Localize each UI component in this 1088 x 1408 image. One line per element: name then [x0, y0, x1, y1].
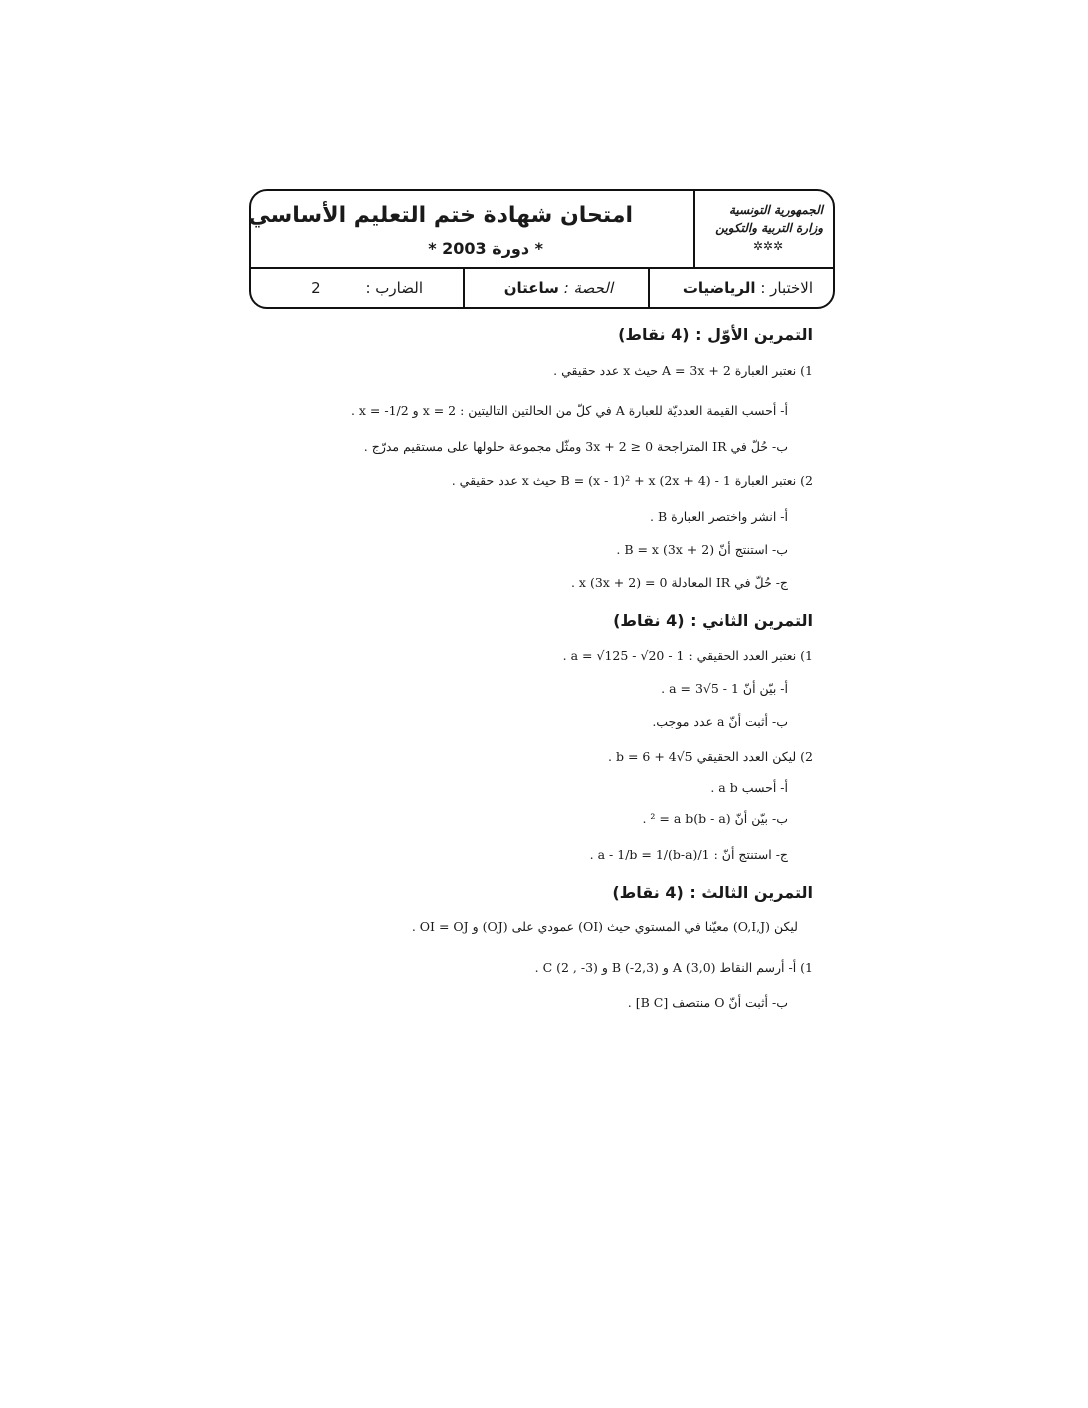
- subject-value: الرياضيات: [682, 279, 756, 297]
- exam-header-box: [249, 189, 835, 309]
- subject-cell: [683, 279, 813, 297]
- stars-ornament: ✲✲✲: [752, 239, 783, 253]
- ex2-line-1: 1) نعتبر العدد الحقيقي : a = √125 - √20 - 1 .: [562, 648, 813, 663]
- duration-cell: [504, 279, 613, 297]
- ex1-line-5: أ- انشر واختصر العبارة B .: [650, 509, 788, 524]
- ex3-line-1: ليكن (O,I,J) معيّنا في المستوي حيث (OI) عمودي على (OJ) و OI = OJ .: [411, 919, 798, 934]
- header-divider: [648, 267, 650, 307]
- header-divider: [693, 191, 695, 267]
- coef-cell: [311, 279, 423, 297]
- duration-value: ساعتان: [503, 279, 559, 297]
- ex2-line-4: 2) ليكن العدد الحقيقي b = 6 + 4√5 .: [608, 749, 813, 764]
- ex1-line-2: أ- أحسب القيمة العدديّة للعبارة A في كلّ من الحالتين التاليتين : x = 2 و x = -1/2 .: [350, 403, 788, 418]
- ex3-line-2: 1) أ- أرسم النقاط A (3,0) و B (-2,3) و C (2 , -3) .: [534, 960, 813, 975]
- ex2-line-5: أ- أحسب a b .: [710, 780, 788, 795]
- coef-label: الضارب :: [365, 279, 423, 297]
- ex2-line-7: ج- استنتج أنّ : 1/a - 1/b = 1/(b-a) .: [589, 847, 788, 862]
- header-divider: [463, 267, 465, 307]
- header-divider: [251, 267, 833, 269]
- exam-title: امتحان شهادة ختم التعليم الأساسي: [248, 203, 633, 228]
- ex1-line-1: 1) نعتبر العبارة A = 3x + 2 حيث x عدد حقيقي .: [553, 363, 813, 378]
- ministry-label: وزارة التربية والتكوين: [715, 221, 823, 235]
- session-label: * دورة 2003 *: [428, 239, 543, 258]
- subject-label: الاختبار :: [760, 279, 813, 297]
- exercise-2-title: التمرين الثاني : (4 نقاط): [613, 611, 813, 630]
- ex1-line-3: ب- حُلّ في IR المتراجحة 3x + 2 ≥ 0 ومثّل مجموعة حلولها على مستقيم مدرّج .: [363, 439, 788, 454]
- republic-label: الجمهورية التونسية: [728, 203, 823, 217]
- coef-value: 2: [311, 279, 321, 297]
- ex1-line-6: ب- استنتج أنّ B = x (3x + 2) .: [616, 542, 788, 557]
- ex1-line-7: ج- حُلّ في IR المعادلة x (3x + 2) = 0 .: [570, 575, 788, 590]
- ex3-line-3: ب- أثبت أنّ O منتصف [B C] .: [627, 995, 788, 1010]
- ex2-line-2: أ- بيّن أنّ a = 3√5 - 1 .: [661, 681, 788, 696]
- ex1-line-4: 2) نعتبر العبارة B = (x - 1)² + x (2x + 4) - 1 حيث x عدد حقيقي .: [451, 473, 813, 488]
- duration-label: الحصة :: [563, 279, 613, 297]
- exercise-3-title: التمرين الثالث : (4 نقاط): [612, 883, 813, 902]
- ex2-line-6: ب- بيّن أنّ (b - a)² = a b .: [642, 811, 788, 826]
- ex2-line-3: ب- أثبت أنّ a عدد موجب.: [652, 714, 788, 729]
- exercise-1-title: التمرين الأوّل : (4 نقاط): [618, 325, 813, 344]
